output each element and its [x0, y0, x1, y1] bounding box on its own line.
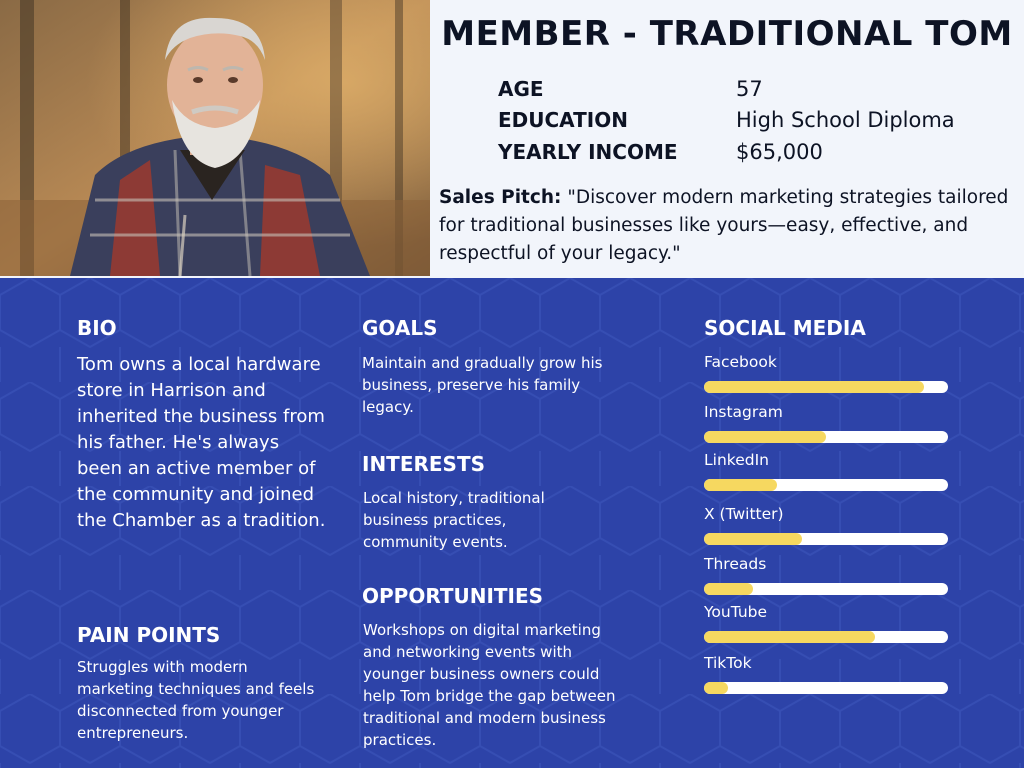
social-media-bar-instagram — [704, 431, 948, 443]
social-media-bar-fill-x-twitter — [704, 533, 802, 545]
social-media-bar-fill-linkedin — [704, 479, 777, 491]
opportunities-text: Workshops on digital marketing and networking events with younger business owners could help Tom bridge the gap between traditional and modern business practices. — [363, 621, 616, 749]
pain-points-heading: PAIN POINTS — [77, 623, 221, 647]
stat-age-value: 57 — [736, 77, 763, 101]
social-media-bar-tiktok — [704, 682, 948, 694]
interests-heading: INTERESTS — [362, 452, 485, 476]
persona-details-panel — [0, 278, 1024, 768]
pain-points-text: Struggles with modern marketing techniques and feels disconnected from younger entrepreneurs. — [77, 658, 315, 742]
stat-age-label: AGE — [498, 77, 544, 101]
stat-income-value: $65,000 — [736, 140, 823, 164]
profile-header — [0, 0, 1024, 278]
social-media-bar-facebook — [704, 381, 948, 393]
sales-pitch-text: "Discover modern marketing strategies tailored for traditional businesses like yours—easy, effective, and respectful of your legacy." — [439, 187, 1009, 264]
stat-education-label: EDUCATION — [498, 108, 628, 132]
member-photo — [0, 0, 430, 276]
social-media-bar-youtube — [704, 631, 948, 643]
social-media-label-threads: Threads — [704, 555, 767, 573]
opportunities-heading: OPPORTUNITIES — [362, 584, 544, 608]
social-media-label-linkedin: LinkedIn — [704, 451, 769, 469]
social-media-bar-fill-threads — [704, 583, 753, 595]
social-media-label-x-twitter: X (Twitter) — [704, 505, 784, 523]
stat-income-label: YEARLY INCOME — [498, 140, 678, 164]
goals-heading: GOALS — [362, 316, 438, 340]
social-media-bar-fill-tiktok — [704, 682, 728, 694]
social-media-heading: SOCIAL MEDIA — [704, 316, 866, 340]
social-media-label-instagram: Instagram — [704, 403, 783, 421]
sales-pitch — [439, 184, 1014, 268]
social-media-label-tiktok: TikTok — [704, 654, 752, 672]
social-media-label-facebook: Facebook — [704, 353, 777, 371]
sales-pitch-label: Sales Pitch: — [439, 187, 562, 208]
social-media-bar-linkedin — [704, 479, 948, 491]
social-media-bar-x-twitter — [704, 533, 948, 545]
bio-text: Tom owns a local hardware store in Harrison and inherited the business from his father. He's always been an active member of the community and joined the Chamber as a tradition. — [77, 354, 326, 531]
social-media-label-youtube: YouTube — [704, 603, 768, 621]
social-media-bar-fill-instagram — [704, 431, 826, 443]
page-title: MEMBER - TRADITIONAL TOM — [441, 14, 1013, 54]
social-media-bar-fill-facebook — [704, 381, 924, 393]
interests-text: Local history, traditional business practices, community events. — [363, 489, 545, 551]
stat-education-value: High School Diploma — [736, 108, 955, 132]
social-media-bar-fill-youtube — [704, 631, 875, 643]
social-media-bar-threads — [704, 583, 948, 595]
goals-text: Maintain and gradually grow his business, preserve his family legacy. — [362, 354, 603, 416]
bio-heading: BIO — [77, 316, 117, 340]
